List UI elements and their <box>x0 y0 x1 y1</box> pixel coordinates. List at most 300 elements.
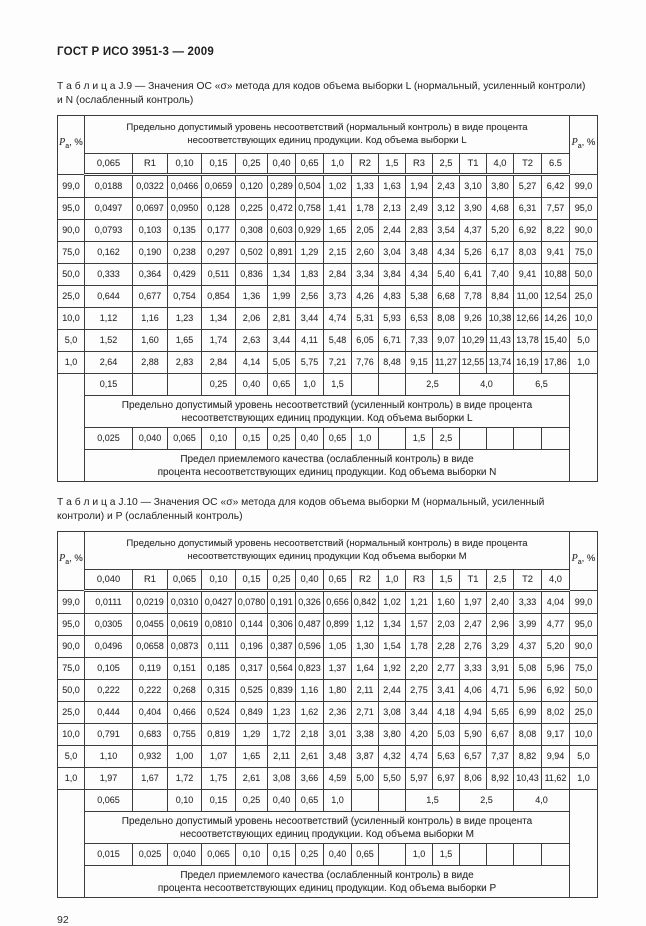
oc-value-cell: 0,222 <box>133 680 168 702</box>
table-title-cell: Предельно допустимый уровень несоответствий (нормальный контроль) в виде процента несоответствующих единиц продукции Код объема выборки M <box>85 532 570 570</box>
oc-value-cell: 2,63 <box>236 330 268 352</box>
oc-value-cell: 1,02 <box>324 175 352 198</box>
oc-value-cell: 14,26 <box>542 308 570 330</box>
oc-value-cell: 3,73 <box>324 286 352 308</box>
aql-column-header: 0,15 <box>202 154 236 175</box>
oc-value-cell: 2,61 <box>236 768 268 790</box>
oc-value-cell: 8,84 <box>487 286 514 308</box>
aql-column-header: 0,25 <box>268 570 296 591</box>
oc-value-cell: 0,0658 <box>133 636 168 658</box>
oc-value-cell: 6,41 <box>460 264 487 286</box>
oc-value-cell: 2,64 <box>85 352 133 374</box>
tightened-aql-cell: 0,025 <box>85 428 133 450</box>
oc-value-cell: 3,84 <box>379 264 406 286</box>
reduced-aql-cell: 2,5 <box>460 790 514 812</box>
oc-value-cell: 1,34 <box>202 308 236 330</box>
oc-value-cell: 3,12 <box>433 198 460 220</box>
pa-value-cell: 1,0 <box>58 768 85 790</box>
oc-value-cell: 4,74 <box>406 746 433 768</box>
oc-value-cell: 12,54 <box>542 286 570 308</box>
oc-value-cell: 0,0496 <box>85 636 133 658</box>
oc-value-cell: 3,38 <box>352 724 379 746</box>
oc-value-cell: 0,111 <box>202 636 236 658</box>
pa-header-cell: $P_а$, % <box>58 532 85 591</box>
oc-value-cell: 4,77 <box>542 614 570 636</box>
oc-value-cell: 1,02 <box>379 591 406 614</box>
oc-value-cell: 7,33 <box>406 330 433 352</box>
oc-value-cell: 0,683 <box>133 724 168 746</box>
tightened-aql-cell: 0,10 <box>202 428 236 450</box>
pa-value-cell: 25,0 <box>570 286 598 308</box>
pa-value-cell: 1,0 <box>570 768 598 790</box>
oc-value-cell: 7,57 <box>542 198 570 220</box>
oc-value-cell: 11,27 <box>433 352 460 374</box>
oc-value-cell: 10,38 <box>487 308 514 330</box>
oc-value-cell: 4,20 <box>406 724 433 746</box>
aql-column-header: 0,25 <box>236 154 268 175</box>
aql-column-header: T1 <box>460 154 487 175</box>
oc-value-cell: 3,44 <box>268 330 296 352</box>
pa-value-cell: 10,0 <box>58 724 85 746</box>
oc-value-cell: 4,26 <box>352 286 379 308</box>
oc-value-cell: 2,47 <box>460 614 487 636</box>
reduced-aql-cell <box>379 374 406 396</box>
tightened-aql-cell <box>487 428 514 450</box>
oc-value-cell: 3,99 <box>514 614 542 636</box>
oc-value-cell: 2,61 <box>296 746 324 768</box>
oc-value-cell: 1,64 <box>352 658 379 680</box>
oc-value-cell: 0,0111 <box>85 591 133 614</box>
aql-column-header: 0,10 <box>202 570 236 591</box>
oc-value-cell: 1,60 <box>133 330 168 352</box>
tightened-aql-cell <box>379 428 406 450</box>
oc-value-cell: 6,31 <box>514 198 542 220</box>
oc-value-cell: 5,00 <box>352 768 379 790</box>
oc-value-cell: 9,07 <box>433 330 460 352</box>
oc-value-cell: 10,88 <box>542 264 570 286</box>
oc-value-cell: 0,0219 <box>133 591 168 614</box>
oc-value-cell: 4,14 <box>236 352 268 374</box>
pa-header-cell: $P_а$, % <box>570 116 598 175</box>
table-title-cell: Предельно допустимый уровень несоответствий (нормальный контроль) в виде процента несоответствующих единиц продукции. Код объема выборки L <box>85 116 570 154</box>
aql-column-header: 0,40 <box>296 570 324 591</box>
oc-value-cell: 0,191 <box>268 591 296 614</box>
oc-value-cell: 9,94 <box>542 746 570 768</box>
oc-value-cell: 1,54 <box>379 636 406 658</box>
oc-value-cell: 4,74 <box>324 308 352 330</box>
data-row <box>58 220 598 242</box>
oc-value-cell: 0,306 <box>268 614 296 636</box>
pa-value-cell: 10,0 <box>58 308 85 330</box>
pa-value-cell: 90,0 <box>58 636 85 658</box>
oc-value-cell: 0,842 <box>352 591 379 614</box>
data-row <box>58 702 598 724</box>
oc-value-cell: 2,43 <box>433 175 460 198</box>
tightened-aql-cell: 0,065 <box>202 844 236 866</box>
oc-value-cell: 0,364 <box>133 264 168 286</box>
aql-column-header: 4,0 <box>542 570 570 591</box>
oc-value-cell: 1,67 <box>133 768 168 790</box>
pa-value-cell: 95,0 <box>58 198 85 220</box>
oc-value-cell: 1,23 <box>168 308 202 330</box>
reduced-aql-cell: 1,0 <box>324 790 352 812</box>
oc-value-cell: 2,36 <box>324 702 352 724</box>
oc-value-cell: 4,06 <box>460 680 487 702</box>
reduced-aql-cell: 4,0 <box>460 374 514 396</box>
oc-value-cell: 0,444 <box>85 702 133 724</box>
oc-value-cell: 1,83 <box>296 264 324 286</box>
reduced-aql-cell <box>352 374 379 396</box>
aql-column-header: 0,15 <box>236 570 268 591</box>
oc-value-cell: 2,84 <box>324 264 352 286</box>
oc-value-cell: 5,40 <box>433 264 460 286</box>
aql-column-header: 2,5 <box>487 570 514 591</box>
pa-value-cell: 25,0 <box>570 702 598 724</box>
aql-column-header: 0,065 <box>168 570 202 591</box>
oc-value-cell: 8,48 <box>379 352 406 374</box>
oc-value-cell: 7,76 <box>352 352 379 374</box>
oc-value-cell: 16,19 <box>514 352 542 374</box>
oc-value-cell: 15,40 <box>542 330 570 352</box>
oc-value-cell: 0,222 <box>85 680 133 702</box>
data-row <box>58 724 598 746</box>
pa-value-cell: 99,0 <box>570 175 598 198</box>
aql-column-header: 6.5 <box>542 154 570 175</box>
pa-header-cell: $P_а$, % <box>58 116 85 175</box>
aql-column-header: 0,40 <box>268 154 296 175</box>
data-row <box>58 242 598 264</box>
oc-value-cell: 0,603 <box>268 220 296 242</box>
oc-value-cell: 0,0305 <box>85 614 133 636</box>
tightened-aql-cell: 1,5 <box>433 844 460 866</box>
pa-header-cell: $P_а$, % <box>570 532 598 591</box>
aql-column-header: T2 <box>514 570 542 591</box>
tightened-aql-cell: 0,25 <box>296 844 324 866</box>
reduced-aql-cell: 0,25 <box>202 374 236 396</box>
oc-value-cell: 0,677 <box>133 286 168 308</box>
oc-value-cell: 12,66 <box>514 308 542 330</box>
oc-value-cell: 3,80 <box>487 175 514 198</box>
oc-value-cell: 0,120 <box>236 175 268 198</box>
oc-value-cell: 1,00 <box>168 746 202 768</box>
oc-value-cell: 1,29 <box>236 724 268 746</box>
pa-value-cell: 1,0 <box>570 352 598 374</box>
oc-value-cell: 2,56 <box>296 286 324 308</box>
aql-column-header: R2 <box>352 154 379 175</box>
tightened-aql-cell: 1,5 <box>406 428 433 450</box>
oc-value-cell: 3,66 <box>296 768 324 790</box>
oc-value-cell: 1,41 <box>324 198 352 220</box>
oc-value-cell: 3,48 <box>406 242 433 264</box>
oc-value-cell: 13,74 <box>487 352 514 374</box>
oc-value-cell: 8,08 <box>433 308 460 330</box>
oc-value-cell: 3,34 <box>352 264 379 286</box>
oc-value-cell: 0,128 <box>202 198 236 220</box>
oc-value-cell: 3,80 <box>379 724 406 746</box>
oc-value-cell: 3,08 <box>379 702 406 724</box>
oc-value-cell: 0,0793 <box>85 220 133 242</box>
reduced-aql-cell: 0,15 <box>202 790 236 812</box>
tightened-aql-cell: 0,65 <box>352 844 379 866</box>
aql-column-header: 0,065 <box>85 154 133 175</box>
pa-value-cell: 50,0 <box>570 680 598 702</box>
oc-value-cell: 1,30 <box>352 636 379 658</box>
oc-value-cell: 1,72 <box>268 724 296 746</box>
oc-value-cell: 1,80 <box>324 680 352 702</box>
oc-value-cell: 2,96 <box>487 614 514 636</box>
reduced-aql-cell: 1,5 <box>406 790 460 812</box>
oc-value-cell: 0,758 <box>296 198 324 220</box>
oc-value-cell: 5,75 <box>296 352 324 374</box>
oc-value-cell: 0,0659 <box>202 175 236 198</box>
data-row <box>58 680 598 702</box>
reduced-aql-cell: 0,65 <box>296 790 324 812</box>
oc-value-cell: 4,59 <box>324 768 352 790</box>
pa-value-cell: 90,0 <box>570 636 598 658</box>
oc-value-cell: 2,44 <box>379 680 406 702</box>
pa-value-cell: 5,0 <box>58 330 85 352</box>
oc-value-cell: 2,77 <box>433 658 460 680</box>
tightened-aql-cell <box>542 428 570 450</box>
pa-value-cell: 5,0 <box>570 746 598 768</box>
oc-value-cell: 9,41 <box>542 242 570 264</box>
tightened-aql-cell: 0,15 <box>236 428 268 450</box>
oc-value-cell: 0,0310 <box>168 591 202 614</box>
reduced-aql-cell: 0,40 <box>268 790 296 812</box>
oc-value-cell: 5,31 <box>352 308 379 330</box>
oc-value-cell: 5,90 <box>460 724 487 746</box>
pa-value-cell: 1,0 <box>58 352 85 374</box>
oc-value-cell: 2,60 <box>352 242 379 264</box>
oc-value-cell: 13,78 <box>514 330 542 352</box>
aql-column-header: 4,0 <box>487 154 514 175</box>
oc-value-cell: 10,29 <box>460 330 487 352</box>
oc-value-cell: 4,11 <box>296 330 324 352</box>
oc-value-cell: 2,15 <box>324 242 352 264</box>
reduced-aql-cell: 0,065 <box>85 790 133 812</box>
reduced-aql-cell: 1,0 <box>296 374 324 396</box>
oc-value-cell: 1,75 <box>202 768 236 790</box>
oc-value-cell: 6,05 <box>352 330 379 352</box>
oc-value-cell: 5,65 <box>487 702 514 724</box>
oc-value-cell: 4,34 <box>433 242 460 264</box>
tightened-aql-cell: 0,40 <box>296 428 324 450</box>
tightened-aql-cell <box>542 844 570 866</box>
data-row <box>58 286 598 308</box>
data-row <box>58 591 598 614</box>
oc-value-cell: 2,11 <box>352 680 379 702</box>
oc-value-cell: 2,03 <box>433 614 460 636</box>
oc-value-cell: 0,225 <box>236 198 268 220</box>
oc-value-cell: 3,08 <box>268 768 296 790</box>
aql-column-header: 2,5 <box>433 154 460 175</box>
reduced-aql-cell: 0,25 <box>236 790 268 812</box>
oc-value-cell: 0,755 <box>168 724 202 746</box>
oc-value-cell: 4,18 <box>433 702 460 724</box>
oc-value-cell: 0,0497 <box>85 198 133 220</box>
aql-column-header: 1,0 <box>324 154 352 175</box>
oc-value-cell: 0,0950 <box>168 198 202 220</box>
oc-value-cell: 1,37 <box>324 658 352 680</box>
pa-value-cell: 50,0 <box>570 264 598 286</box>
oc-value-cell: 11,62 <box>542 768 570 790</box>
oc-value-cell: 3,29 <box>487 636 514 658</box>
oc-value-cell: 0,404 <box>133 702 168 724</box>
oc-value-cell: 0,315 <box>202 680 236 702</box>
tightened-aql-cell <box>379 844 406 866</box>
oc-value-cell: 0,119 <box>133 658 168 680</box>
oc-value-cell: 0,177 <box>202 220 236 242</box>
oc-value-cell: 1,12 <box>352 614 379 636</box>
oc-value-cell: 8,22 <box>542 220 570 242</box>
data-row <box>58 175 598 198</box>
oc-value-cell: 0,525 <box>236 680 268 702</box>
oc-value-cell: 0,308 <box>236 220 268 242</box>
oc-value-cell: 7,37 <box>487 746 514 768</box>
pa-value-cell: 10,0 <box>570 724 598 746</box>
oc-value-cell: 0,836 <box>236 264 268 286</box>
oc-value-cell: 0,0873 <box>168 636 202 658</box>
tightened-aql-cell: 1,0 <box>406 844 433 866</box>
oc-value-cell: 1,94 <box>406 175 433 198</box>
oc-value-cell: 1,16 <box>133 308 168 330</box>
oc-value-cell: 0,854 <box>202 286 236 308</box>
oc-value-cell: 4,94 <box>460 702 487 724</box>
pa-value-cell: 90,0 <box>570 220 598 242</box>
oc-value-cell: 0,289 <box>268 175 296 198</box>
oc-value-cell: 8,08 <box>514 724 542 746</box>
oc-value-cell: 1,05 <box>324 636 352 658</box>
oc-value-cell: 0,196 <box>236 636 268 658</box>
tightened-aql-cell <box>487 844 514 866</box>
oc-value-cell: 0,899 <box>324 614 352 636</box>
pa-value-cell: 99,0 <box>570 591 598 614</box>
oc-value-cell: 6,57 <box>460 746 487 768</box>
oc-value-cell: 12,55 <box>460 352 487 374</box>
oc-value-cell: 5,20 <box>487 220 514 242</box>
tightened-aql-cell <box>460 844 487 866</box>
oc-value-cell: 1,34 <box>268 264 296 286</box>
oc-value-cell: 5,93 <box>379 308 406 330</box>
table-j10 <box>57 531 598 898</box>
oc-value-cell: 2,71 <box>352 702 379 724</box>
oc-value-cell: 0,504 <box>296 175 324 198</box>
pa-value-cell: 95,0 <box>570 198 598 220</box>
oc-value-cell: 0,596 <box>296 636 324 658</box>
footer-side-cell <box>570 790 598 898</box>
oc-value-cell: 3,41 <box>433 680 460 702</box>
data-row <box>58 198 598 220</box>
oc-value-cell: 6,42 <box>542 175 570 198</box>
pa-value-cell: 50,0 <box>58 264 85 286</box>
oc-value-cell: 0,135 <box>168 220 202 242</box>
oc-value-cell: 6,53 <box>406 308 433 330</box>
tightened-aql-cell: 0,10 <box>236 844 268 866</box>
aql-column-header: 0,10 <box>168 154 202 175</box>
oc-value-cell: 1,21 <box>406 591 433 614</box>
oc-value-cell: 3,33 <box>514 591 542 614</box>
data-row <box>58 614 598 636</box>
oc-value-cell: 4,71 <box>487 680 514 702</box>
oc-value-cell: 4,83 <box>379 286 406 308</box>
footer-side-cell <box>58 790 85 898</box>
oc-value-cell: 0,268 <box>168 680 202 702</box>
aql-column-header: R1 <box>133 154 168 175</box>
oc-value-cell: 8,06 <box>460 768 487 790</box>
aql-column-header: T1 <box>460 570 487 591</box>
reduced-aql-cell: 0,40 <box>236 374 268 396</box>
data-row <box>58 352 598 374</box>
pa-value-cell: 5,0 <box>570 330 598 352</box>
tightened-aql-cell <box>514 428 542 450</box>
aql-column-header: R1 <box>133 570 168 591</box>
oc-value-cell: 0,0810 <box>202 614 236 636</box>
pa-value-cell: 75,0 <box>570 242 598 264</box>
pa-value-cell: 50,0 <box>58 680 85 702</box>
oc-value-cell: 0,466 <box>168 702 202 724</box>
oc-value-cell: 0,511 <box>202 264 236 286</box>
oc-value-cell: 0,487 <box>296 614 324 636</box>
aql-column-header: 0,040 <box>85 570 133 591</box>
oc-value-cell: 1,78 <box>352 198 379 220</box>
footer-side-cell <box>570 374 598 482</box>
oc-value-cell: 2,88 <box>133 352 168 374</box>
oc-value-cell: 0,238 <box>168 242 202 264</box>
oc-value-cell: 1,65 <box>168 330 202 352</box>
oc-value-cell: 5,50 <box>379 768 406 790</box>
oc-value-cell: 0,0322 <box>133 175 168 198</box>
reduced-aql-cell <box>379 790 406 812</box>
oc-value-cell: 11,00 <box>514 286 542 308</box>
pa-value-cell: 75,0 <box>58 658 85 680</box>
pa-value-cell: 75,0 <box>58 242 85 264</box>
oc-value-cell: 5,97 <box>406 768 433 790</box>
oc-value-cell: 0,932 <box>133 746 168 768</box>
footer-side-cell <box>58 374 85 482</box>
oc-value-cell: 0,754 <box>168 286 202 308</box>
oc-value-cell: 3,48 <box>324 746 352 768</box>
oc-value-cell: 5,38 <box>406 286 433 308</box>
oc-value-cell: 1,16 <box>296 680 324 702</box>
oc-value-cell: 6,68 <box>433 286 460 308</box>
pa-value-cell: 99,0 <box>58 591 85 614</box>
oc-value-cell: 6,17 <box>487 242 514 264</box>
oc-value-cell: 0,472 <box>268 198 296 220</box>
oc-value-cell: 11,43 <box>487 330 514 352</box>
data-row <box>58 768 598 790</box>
oc-value-cell: 0,891 <box>268 242 296 264</box>
oc-value-cell: 1,33 <box>352 175 379 198</box>
oc-value-cell: 3,54 <box>433 220 460 242</box>
oc-value-cell: 2,20 <box>406 658 433 680</box>
oc-value-cell: 7,40 <box>487 264 514 286</box>
oc-value-cell: 5,48 <box>324 330 352 352</box>
data-row <box>58 746 598 768</box>
oc-value-cell: 0,317 <box>236 658 268 680</box>
oc-value-cell: 1,65 <box>236 746 268 768</box>
oc-value-cell: 1,63 <box>379 175 406 198</box>
oc-value-cell: 0,839 <box>268 680 296 702</box>
aql-column-header: 1,5 <box>433 570 460 591</box>
oc-value-cell: 3,04 <box>379 242 406 264</box>
oc-value-cell: 2,18 <box>296 724 324 746</box>
oc-value-cell: 17,86 <box>542 352 570 374</box>
oc-value-cell: 5,20 <box>542 636 570 658</box>
oc-value-cell: 3,44 <box>406 702 433 724</box>
reduced-aql-cell <box>168 374 202 396</box>
oc-value-cell: 0,151 <box>168 658 202 680</box>
oc-value-cell: 1,52 <box>85 330 133 352</box>
